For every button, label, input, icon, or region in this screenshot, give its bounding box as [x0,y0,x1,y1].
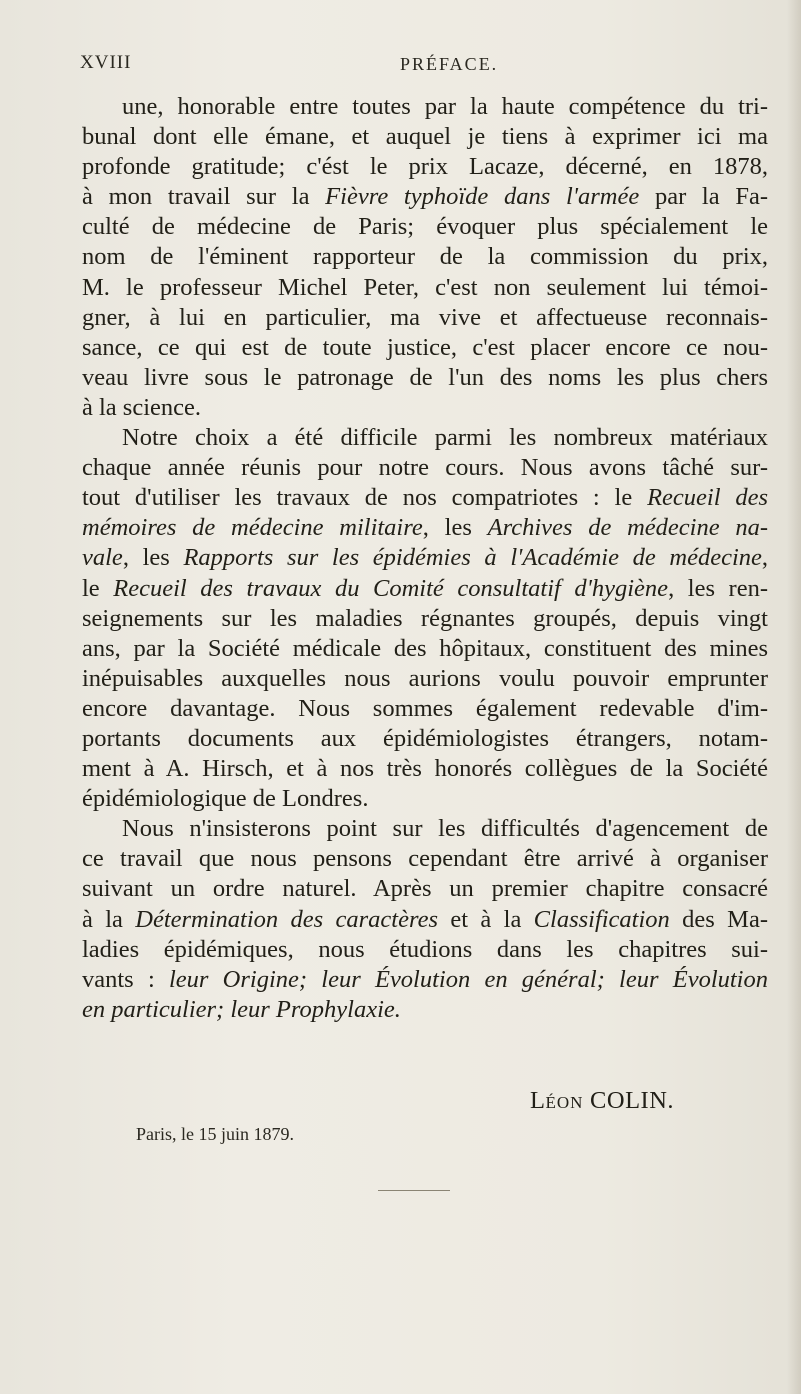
signature-first-initial: L [530,1087,546,1114]
text-line: encore davantage. Nous sommes également redevable d'im- [82,694,768,722]
text-run: des Ma- [669,905,768,933]
text-line: seignements sur les maladies régnantes groupés, depuis vingt [82,604,768,632]
text-line [82,543,768,573]
text-run: à la [82,905,136,933]
text-line: Notre choix a été difficile parmi les nombreux matériaux [122,424,768,452]
text-line [82,483,768,513]
closing-rule [378,1190,450,1191]
text-run: , [761,544,768,572]
text-line: à la science. [82,393,202,421]
running-title: PRÉFACE. [400,54,499,74]
text-line: ans, par la Société médicale des hôpitaux, constituent des mines [82,634,768,662]
text-run: , les [122,544,184,572]
italic-title: Classification [533,905,670,933]
italic-title: vale [82,544,123,572]
paragraph-2 [82,423,768,814]
text-run: vants : [82,965,169,993]
text-line [82,995,768,1025]
running-head [80,52,780,82]
italic-title: Recueil des [647,484,768,512]
text-line: chaque année réunis pour notre cours. Nous avons tâché sur- [82,454,768,482]
signature-surname: COLIN. [590,1087,675,1114]
text-line: profonde gratitude; c'ést le prix Lacaze, décerné, en 1878, [82,153,768,181]
page-edge-shadow [787,0,801,1394]
paragraph-3 [82,814,768,1025]
text-line: nom de l'éminent rapporteur de la commission du prix, [82,243,768,271]
text-run: le [82,574,114,602]
text-run: tout d'utiliser les travaux de nos compatriotes : le [82,484,648,512]
italic-title: en particulier; leur Prophylaxie. [82,995,401,1023]
text-line: M. le professeur Michel Peter, c'est non seulement lui témoi- [82,273,768,301]
text-line: gner, à lui en particulier, ma vive et affectueuse reconnais- [82,303,768,331]
text-line [82,182,768,212]
italic-title: leur Origine; leur Évolution en général; leur Évolution [168,965,768,993]
text-run: et à la [438,905,534,933]
text-run: par la Fa- [639,183,768,211]
italic-title: mémoires de médecine militaire [82,514,423,542]
text-run: , les [422,514,488,542]
body-text [82,92,768,1025]
paragraph-1 [82,92,768,423]
text-line [82,513,768,543]
text-line [82,574,768,604]
text-line: inépuisables auxquelles nous aurions voulu pouvoir emprunter [82,664,768,692]
signature-first-rest: ÉON [545,1093,584,1112]
italic-title: Rapports sur les épidémies à l'Académie de médecine [183,544,762,572]
text-line: suivant un ordre naturel. Après un premier chapitre consacré [82,875,768,903]
text-line: culté de médecine de Paris; évoquer plus spécialement le [82,213,768,241]
text-line: épidémiologique de Londres. [82,785,369,813]
text-line: une, honorable entre toutes par la haute compétence du tri- [122,93,768,120]
page-number: XVIII [80,52,132,73]
text-line [82,905,768,935]
text-line: Nous n'insisterons point sur les difficultés d'agencement de [122,815,768,843]
text-line: sance, ce qui est de toute justice, c'est placer encore ce nou- [82,333,768,361]
text-run: , les ren- [668,574,768,602]
text-line: portants documents aux épidémiologistes étrangers, notam- [82,724,768,752]
text-line: ce travail que nous pensons cependant être arrivé à organiser [82,845,768,873]
italic-title: Archives de médecine na- [487,514,769,542]
dateline: Paris, le 15 juin 1879. [136,1124,294,1144]
author-signature [530,1087,674,1115]
text-line [82,965,768,995]
italic-title: Recueil des travaux du Comité consultatif d'hygiène [113,574,669,602]
italic-title: Fièvre typhoïde dans l'armée [325,183,640,211]
text-line: ladies épidémiques, nous étudions dans les chapitres sui- [82,935,768,963]
text-run: à mon travail sur la [82,183,326,211]
italic-title: Détermination des caractères [135,905,439,933]
text-line: bunal dont elle émane, et auquel je tiens à exprimer ici ma [82,123,768,151]
text-line: ment à A. Hirsch, et à nos très honorés collègues de la Société [82,755,768,783]
text-line: veau livre sous le patronage de l'un des noms les plus chers [82,363,768,391]
